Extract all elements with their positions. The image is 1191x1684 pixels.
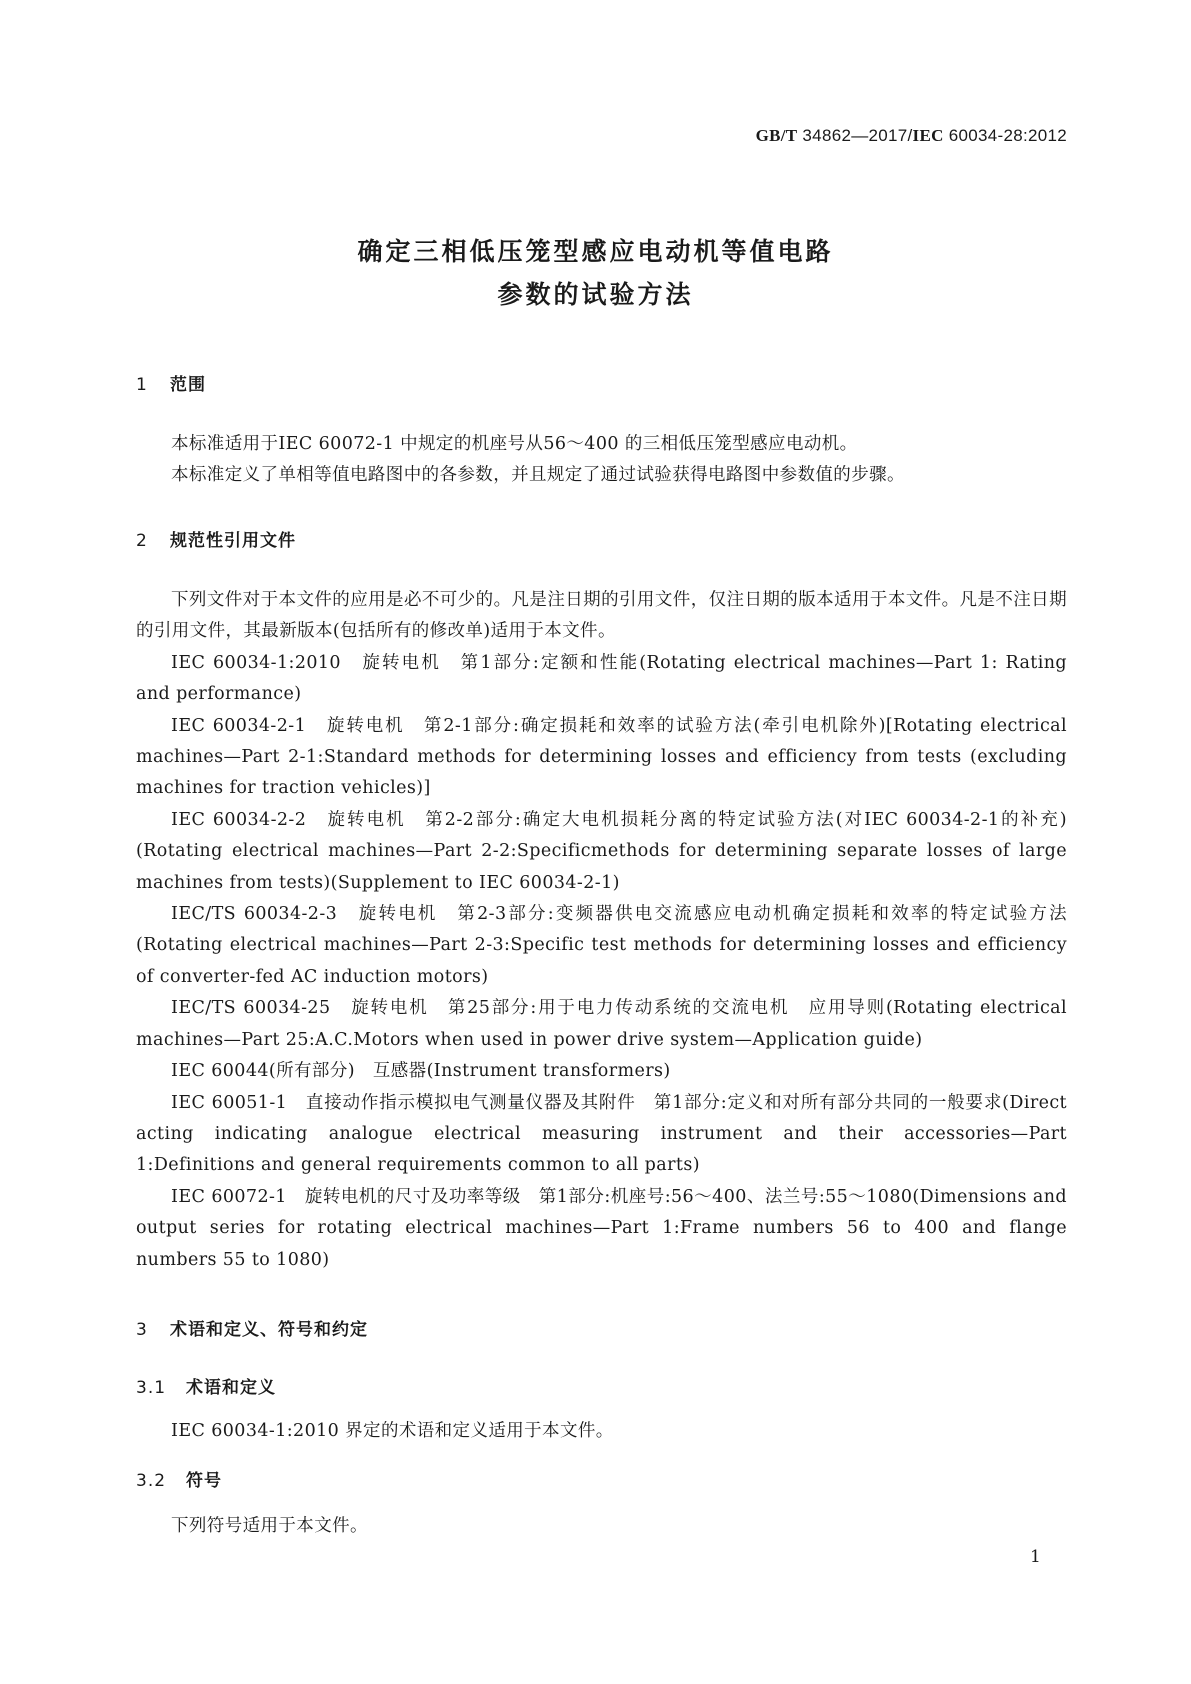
section-title: 规范性引用文件 bbox=[170, 531, 296, 551]
reference-item: IEC 60034-2-2 旋转电机 第2-2部分:确定大电机损耗分离的特定试验方法(对IEC 60034-2-1的补充)(Rotating electrical machines—Part 2-2:Specificmethods for determining separate losses of large machines from tests)(Supplement to IEC 60034-2-1) bbox=[136, 809, 1067, 893]
header-prefix: GB/T bbox=[755, 126, 798, 145]
section-3-heading bbox=[136, 1315, 368, 1340]
header-iec: IEC bbox=[912, 126, 944, 145]
paragraph: 下列文件对于本文件的应用是必不可少的。凡是注日期的引用文件，仅注日期的版本适用于本文件。凡是不注日期的引用文件，其最新版本(包括所有的修改单)适用于本文件。 bbox=[136, 590, 1067, 642]
page-number: 1 bbox=[1030, 1547, 1041, 1567]
section-number: 3 bbox=[136, 1320, 148, 1340]
section-3-1-heading bbox=[136, 1373, 276, 1398]
section-title: 术语和定义、符号和约定 bbox=[170, 1320, 368, 1340]
paragraph: 下列符号适用于本文件。 bbox=[171, 1516, 368, 1536]
reference-item: IEC 60034-1:2010 旋转电机 第1部分:定额和性能(Rotating electrical machines—Part 1: Rating and performance) bbox=[136, 652, 1067, 705]
section-number: 2 bbox=[136, 531, 148, 551]
paragraph: 本标准定义了单相等值电路图中的各参数，并且规定了通过试验获得电路图中参数值的步骤。 bbox=[171, 465, 905, 486]
header-iec-number: 60034-28:2012 bbox=[943, 126, 1067, 145]
section-1-body bbox=[136, 429, 1067, 492]
running-header bbox=[756, 126, 1067, 146]
title-line-2: 参数的试验方法 bbox=[497, 280, 694, 309]
reference-item: IEC 60034-2-1 旋转电机 第2-1部分:确定损耗和效率的试验方法(牵引电机除外)[Rotating electrical machines—Part 2-1:Standard methods for determining losses and efficiency from tests (excluding machines for traction vehicles)] bbox=[136, 715, 1067, 799]
paragraph: IEC 60034-1:2010 界定的术语和定义适用于本文件。 bbox=[171, 1421, 614, 1441]
section-number: 1 bbox=[136, 375, 148, 395]
section-3-2-body bbox=[136, 1511, 1067, 1542]
reference-item: IEC 60072-1 旋转电机的尺寸及功率等级 第1部分:机座号:56～400、法兰号:55～1080(Dimensions and output series for rotating electrical machines—Part 1:Frame numbers 56 to 400 and flange numbers 55 to 1080) bbox=[136, 1186, 1067, 1270]
reference-item: IEC 60044(所有部分) 互感器(Instrument transformers) bbox=[171, 1061, 671, 1082]
section-number: 3.1 bbox=[136, 1378, 167, 1398]
section-number: 3.2 bbox=[136, 1471, 167, 1491]
paragraph: 本标准适用于IEC 60072-1 中规定的机座号从56～400 的三相低压笼型感应电动机。 bbox=[171, 434, 858, 454]
section-2-body bbox=[136, 585, 1067, 1276]
reference-item: IEC 60051-1 直接动作指示模拟电气测量仪器及其附件 第1部分:定义和对所有部分共同的一般要求(Direct acting indicating analogue electrical measuring instrument and their accessories—Part 1:Definitions and general requirements common to all parts) bbox=[136, 1092, 1067, 1176]
section-title: 范围 bbox=[170, 375, 206, 395]
reference-item: IEC/TS 60034-2-3 旋转电机 第2-3部分:变频器供电交流感应电动机确定损耗和效率的特定试验方法(Rotating electrical machines—Part 2-3:Specific test methods for determining losses and efficiency of converter-fed AC induction motors) bbox=[136, 904, 1067, 987]
reference-item: IEC/TS 60034-25 旋转电机 第25部分:用于电力传动系统的交流电机 应用导则(Rotating electrical machines—Part 25:A.C.Motors when used in power drive system—Application guide) bbox=[136, 998, 1067, 1050]
section-title: 术语和定义 bbox=[186, 1378, 276, 1398]
section-3-1-body bbox=[136, 1416, 1067, 1447]
title-line-1: 确定三相低压笼型感应电动机等值电路 bbox=[357, 237, 834, 266]
header-number: 34862—2017/ bbox=[797, 126, 913, 145]
section-title: 符号 bbox=[186, 1471, 222, 1491]
section-3-2-heading bbox=[136, 1466, 222, 1491]
section-1-heading bbox=[136, 370, 206, 395]
section-2-heading bbox=[136, 526, 296, 551]
